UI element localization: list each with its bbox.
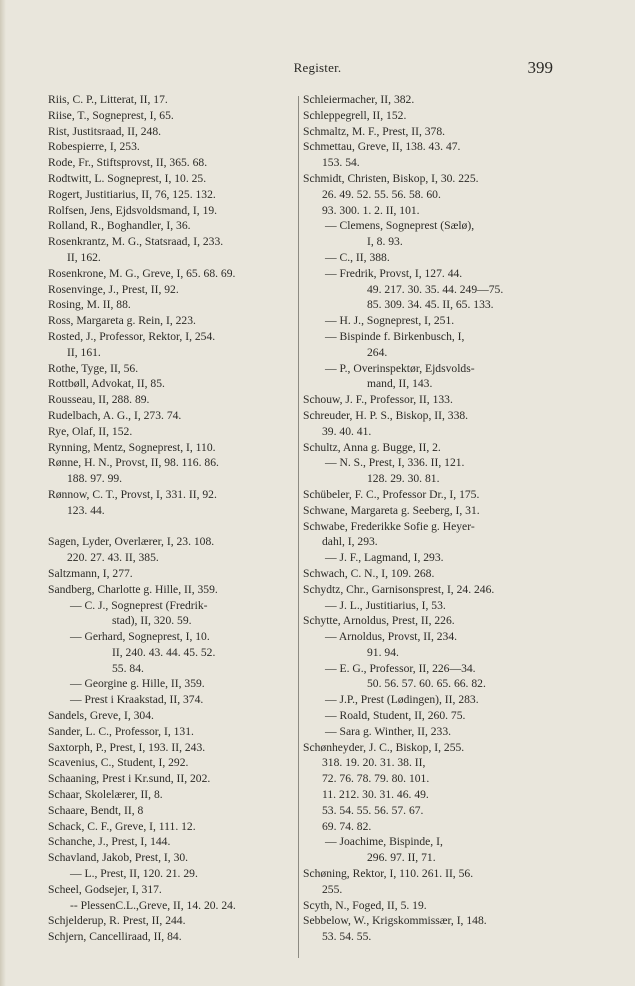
entry-text: — J. F., Lagmand, I, 293. (325, 551, 444, 565)
index-entry (48, 850, 293, 866)
entry-continuation: 85. 309. 34. 45. II, 65. 133. (367, 298, 494, 312)
entry-text: Sebbelow, W., Krigskommissær, I, 148. (303, 914, 487, 928)
entry-text: Rode, Fr., Stiftsprovst, II, 365. 68. (48, 156, 208, 170)
index-entry (48, 708, 293, 724)
index-entry (48, 582, 293, 598)
index-subentry (48, 629, 293, 676)
index-entry (48, 124, 293, 140)
entry-continuation: II, 240. 43. 44. 45. 52. (112, 645, 216, 659)
entry-text: Rousseau, II, 288. 89. (48, 393, 150, 407)
entry-text: Schjern, Cancelliraad, II, 84. (48, 930, 182, 944)
page-number: 399 (527, 58, 553, 77)
index-entry (303, 108, 557, 124)
index-entry (303, 392, 557, 408)
entry-text: Schreuder, H. P. S., Biskop, II, 338. (303, 408, 469, 422)
index-entry (303, 408, 557, 440)
entry-continuation: 93. 300. 1. 2. II, 101. (322, 203, 420, 217)
entry-continuation: 91. 94. (367, 645, 399, 659)
index-subentry (303, 598, 557, 614)
index-entry (48, 534, 293, 566)
index-subentry (303, 724, 557, 740)
entry-text: Schleppegrell, II, 152. (303, 108, 407, 122)
entry-continuation: 49. 217. 30. 35. 44. 249—75. (367, 282, 504, 296)
index-entry (48, 297, 293, 313)
index-entry (48, 740, 293, 756)
entry-text: Schwach, C. N., I, 109. 268. (303, 566, 435, 580)
entry-continuation: 53. 54. 55. (322, 930, 372, 944)
entry-text: Schouw, J. F., Professor, II, 133. (303, 393, 453, 407)
index-entry (48, 155, 293, 171)
entry-text: Sander, L. C., Professor, I, 131. (48, 724, 194, 738)
entry-text: — C., II, 388. (325, 250, 390, 264)
entry-text: Sagen, Lyder, Overlærer, I, 23. 108. (48, 535, 215, 549)
index-entry (303, 582, 557, 598)
entry-continuation: 123. 44. (67, 503, 105, 517)
entry-text: Rynning, Mentz, Sogneprest, I, 110. (48, 440, 216, 454)
index-entry (303, 440, 557, 456)
index-subentry (48, 676, 293, 692)
index-entry (303, 613, 557, 629)
index-subentry (303, 266, 557, 313)
entry-continuation: I, 8. 93. (367, 235, 403, 249)
entry-continuation: 255. (322, 882, 343, 896)
index-entry (303, 866, 557, 898)
index-subentry (303, 361, 557, 393)
entry-text: — Fredrik, Provst, I, 127. 44. (325, 266, 463, 280)
index-entry (303, 487, 557, 503)
entry-text: — Roald, Student, II, 260. 75. (325, 709, 466, 723)
entry-text: Schmidt, Christen, Biskop, I, 30. 225. (303, 171, 479, 185)
index-subentry (48, 898, 293, 914)
index-entry (303, 913, 557, 945)
index-entry (303, 124, 557, 140)
entry-text: Schaare, Bendt, II, 8 (48, 803, 144, 817)
index-subentry (303, 313, 557, 329)
entry-text: Rosenkrantz, M. G., Statsraad, I, 233. (48, 235, 224, 249)
index-entry (48, 834, 293, 850)
index-entry (48, 566, 293, 582)
entry-continuation: 318. 19. 20. 31. 38. II, (322, 756, 426, 770)
entry-text: Rosenkrone, M. G., Greve, I, 65. 68. 69. (48, 266, 236, 280)
entry-text: Rye, Olaf, II, 152. (48, 424, 133, 438)
index-subentry (303, 550, 557, 566)
entry-text: — H. J., Sogneprest, I, 251. (325, 314, 455, 328)
page-edge-shadow (0, 0, 6, 986)
index-entry (303, 139, 557, 171)
entry-text: Schwane, Margareta g. Seeberg, I, 31. (303, 503, 480, 517)
entry-text: — N. S., Prest, I, 336. II, 121. (325, 456, 465, 470)
entry-text: Schaar, Skolelærer, II, 8. (48, 788, 163, 802)
entry-text: Ross, Margareta g. Rein, I, 223. (48, 314, 196, 328)
entry-text: Schmettau, Greve, II, 138. 43. 47. (303, 140, 461, 154)
entry-text: Rosing, M. II, 88. (48, 298, 131, 312)
index-subentry (303, 834, 557, 866)
index-subentry (303, 455, 557, 487)
entry-text: Rosenvinge, J., Prest, II, 92. (48, 282, 179, 296)
index-entry (48, 913, 293, 929)
entry-text: Schanche, J., Prest, I, 144. (48, 835, 171, 849)
entry-text: Saltzmann, I, 277. (48, 566, 133, 580)
entry-continuation: 11. 212. 30. 31. 46. 49. (322, 788, 429, 802)
index-subentry (303, 329, 557, 361)
index-subentry (303, 708, 557, 724)
index-entry (48, 408, 293, 424)
entry-text: Schjelderup, R. Prest, II, 244. (48, 914, 186, 928)
entry-text: Schübeler, F. C., Professor Dr., I, 175. (303, 487, 480, 501)
entry-text: Scyth, N., Foged, II, 5. 19. (303, 898, 427, 912)
index-entry (48, 92, 293, 108)
entry-text: Schleiermacher, II, 382. (303, 93, 415, 106)
entry-continuation: 53. 54. 55. 56. 57. 67. (322, 803, 424, 817)
entry-continuation: 69. 74. 82. (322, 819, 372, 833)
entry-text: — P., Overinspektør, Ejdsvolds- (325, 361, 475, 375)
entry-text: Rolfsen, Jens, Ejdsvoldsmand, I, 19. (48, 203, 218, 217)
index-entry (48, 361, 293, 377)
entry-text: Schavland, Jakob, Prest, I, 30. (48, 851, 189, 865)
entry-text: Rudelbach, A. G., I, 273. 74. (48, 408, 182, 422)
entry-text: Rolland, R., Boghandler, I, 36. (48, 219, 191, 233)
entry-text: Sandberg, Charlotte g. Hille, II, 359. (48, 582, 218, 596)
entry-continuation: 128. 29. 30. 81. (367, 472, 440, 486)
entry-continuation: 26. 49. 52. 55. 56. 58. 60. (322, 187, 441, 201)
entry-text: — J.P., Prest (Lødingen), II, 283. (325, 693, 479, 707)
index-entry (48, 203, 293, 219)
index-subentry (303, 218, 557, 250)
index-entry (48, 882, 293, 898)
page-title: Register. (293, 60, 342, 75)
entry-text: Scavenius, C., Student, I, 292. (48, 756, 189, 770)
entry-text: Rottbøll, Advokat, II, 85. (48, 377, 165, 391)
index-subentry (303, 629, 557, 661)
entry-continuation: II, 161. (67, 345, 101, 359)
entry-continuation: 153. 54. (322, 156, 360, 170)
index-entry (303, 566, 557, 582)
entry-text: Riise, T., Sogneprest, I, 65. (48, 108, 174, 122)
index-entry (48, 282, 293, 298)
index-entry (48, 755, 293, 771)
entry-text: — Georgine g. Hille, II, 359. (70, 677, 205, 691)
index-entry (48, 108, 293, 124)
index-entry (303, 898, 557, 914)
entry-text: Schydtz, Chr., Garnisonsprest, I, 24. 246. (303, 582, 495, 596)
index-subentry (48, 692, 293, 708)
index-entry (48, 819, 293, 835)
left-column (48, 92, 293, 945)
entry-continuation: mand, II, 143. (367, 377, 433, 391)
entry-text: Rodtwitt, L. Sogneprest, I, 10. 25. (48, 171, 207, 185)
entry-text: — Joachime, Bispinde, I, (325, 835, 443, 849)
entry-continuation: II, 162. (67, 250, 101, 264)
entry-text: — Arnoldus, Provst, II, 234. (325, 630, 458, 644)
index-entry (303, 740, 557, 835)
index-subentry (303, 692, 557, 708)
entry-continuation: 220. 27. 43. II, 385. (67, 551, 159, 565)
index-entry (48, 787, 293, 803)
entry-continuation: 50. 56. 57. 60. 65. 66. 82. (367, 677, 486, 691)
entry-text: — E. G., Professor, II, 226—34. (325, 661, 476, 675)
entry-text: -- PlessenC.L.,Greve, II, 14. 20. 24. (70, 898, 236, 912)
index-entry (48, 171, 293, 187)
index-entry (48, 455, 293, 487)
entry-text: — Bispinde f. Birkenbusch, I, (325, 329, 465, 343)
entry-text: Saxtorph, P., Prest, I, 193. II, 243. (48, 740, 206, 754)
entry-text: Schmaltz, M. F., Prest, II, 378. (303, 124, 446, 138)
entry-continuation: dahl, I, 293. (322, 535, 378, 549)
entry-text: — L., Prest, II, 120. 21. 29. (70, 867, 198, 881)
index-entry (48, 724, 293, 740)
entry-text: — Clemens, Sogneprest (Sælø), (325, 219, 475, 233)
entry-text: Rosted, J., Professor, Rektor, I, 254. (48, 329, 216, 343)
entry-text: Schøning, Rektor, I, 110. 261. II, 56. (303, 867, 474, 881)
entry-text: Robespierre, I, 253. (48, 140, 140, 154)
entry-continuation: 55. 84. (112, 661, 144, 675)
entry-text: Schultz, Anna g. Bugge, II, 2. (303, 440, 441, 454)
index-entry (48, 234, 293, 266)
entry-text: Rothe, Tyge, II, 56. (48, 361, 139, 375)
entry-text: Sandels, Greve, I, 304. (48, 709, 154, 723)
entry-continuation: stad), II, 320. 59. (112, 614, 192, 628)
index-entry (48, 392, 293, 408)
index-entry (303, 519, 557, 551)
entry-text: — Sara g. Winther, II, 233. (325, 724, 452, 738)
entry-text: Schytte, Arnoldus, Prest, II, 226. (303, 614, 455, 628)
entry-text: Schaaning, Prest i Kr.sund, II, 202. (48, 772, 211, 786)
entry-continuation: 264. (367, 345, 388, 359)
index-entry (303, 171, 557, 218)
entry-text: Rist, Justitsraad, II, 248. (48, 124, 162, 138)
entry-text: Schack, C. F., Greve, I, 111. 12. (48, 819, 196, 833)
index-entry (303, 92, 557, 108)
index-subentry (48, 866, 293, 882)
entry-text: — Gerhard, Sogneprest, I, 10. (70, 630, 210, 644)
index-subentry (48, 598, 293, 630)
section-gap (48, 519, 293, 535)
index-entry (303, 503, 557, 519)
index-subentry (303, 661, 557, 693)
right-column (303, 92, 557, 945)
entry-text: Rønnow, C. T., Provst, I, 331. II, 92. (48, 487, 217, 501)
entry-text: — C. J., Sogneprest (Fredrik- (70, 598, 208, 612)
index-entry (48, 424, 293, 440)
index-entry (48, 376, 293, 392)
entry-text: Schwabe, Frederikke Sofie g. Heyer- (303, 519, 475, 533)
entry-text: Rønne, H. N., Provst, II, 98. 116. 86. (48, 456, 219, 470)
index-entry (48, 266, 293, 282)
entry-text: Schønheyder, J. C., Biskop, I, 255. (303, 740, 465, 754)
entry-text: Riis, C. P., Litterat, II, 17. (48, 93, 168, 106)
index-entry (48, 803, 293, 819)
entry-continuation: 296. 97. II, 71. (367, 851, 436, 865)
entry-continuation: 39. 40. 41. (322, 424, 372, 438)
column-divider (298, 96, 299, 958)
entry-text: — Prest i Kraakstad, II, 374. (70, 693, 204, 707)
entry-text: Scheel, Godsejer, I, 317. (48, 882, 162, 896)
index-entry (48, 313, 293, 329)
entry-continuation: 72. 76. 78. 79. 80. 101. (322, 772, 430, 786)
index-subentry (303, 250, 557, 266)
entry-continuation: 188. 97. 99. (67, 472, 123, 486)
index-entry (48, 929, 293, 945)
index-entry (48, 329, 293, 361)
entry-text: — J. L., Justitiarius, I, 53. (325, 598, 446, 612)
index-entry (48, 139, 293, 155)
index-entry (48, 218, 293, 234)
entry-text: Rogert, Justitiarius, II, 76, 125. 132. (48, 187, 216, 201)
index-entry (48, 771, 293, 787)
index-entry (48, 440, 293, 456)
index-entry (48, 187, 293, 203)
index-entry (48, 487, 293, 519)
